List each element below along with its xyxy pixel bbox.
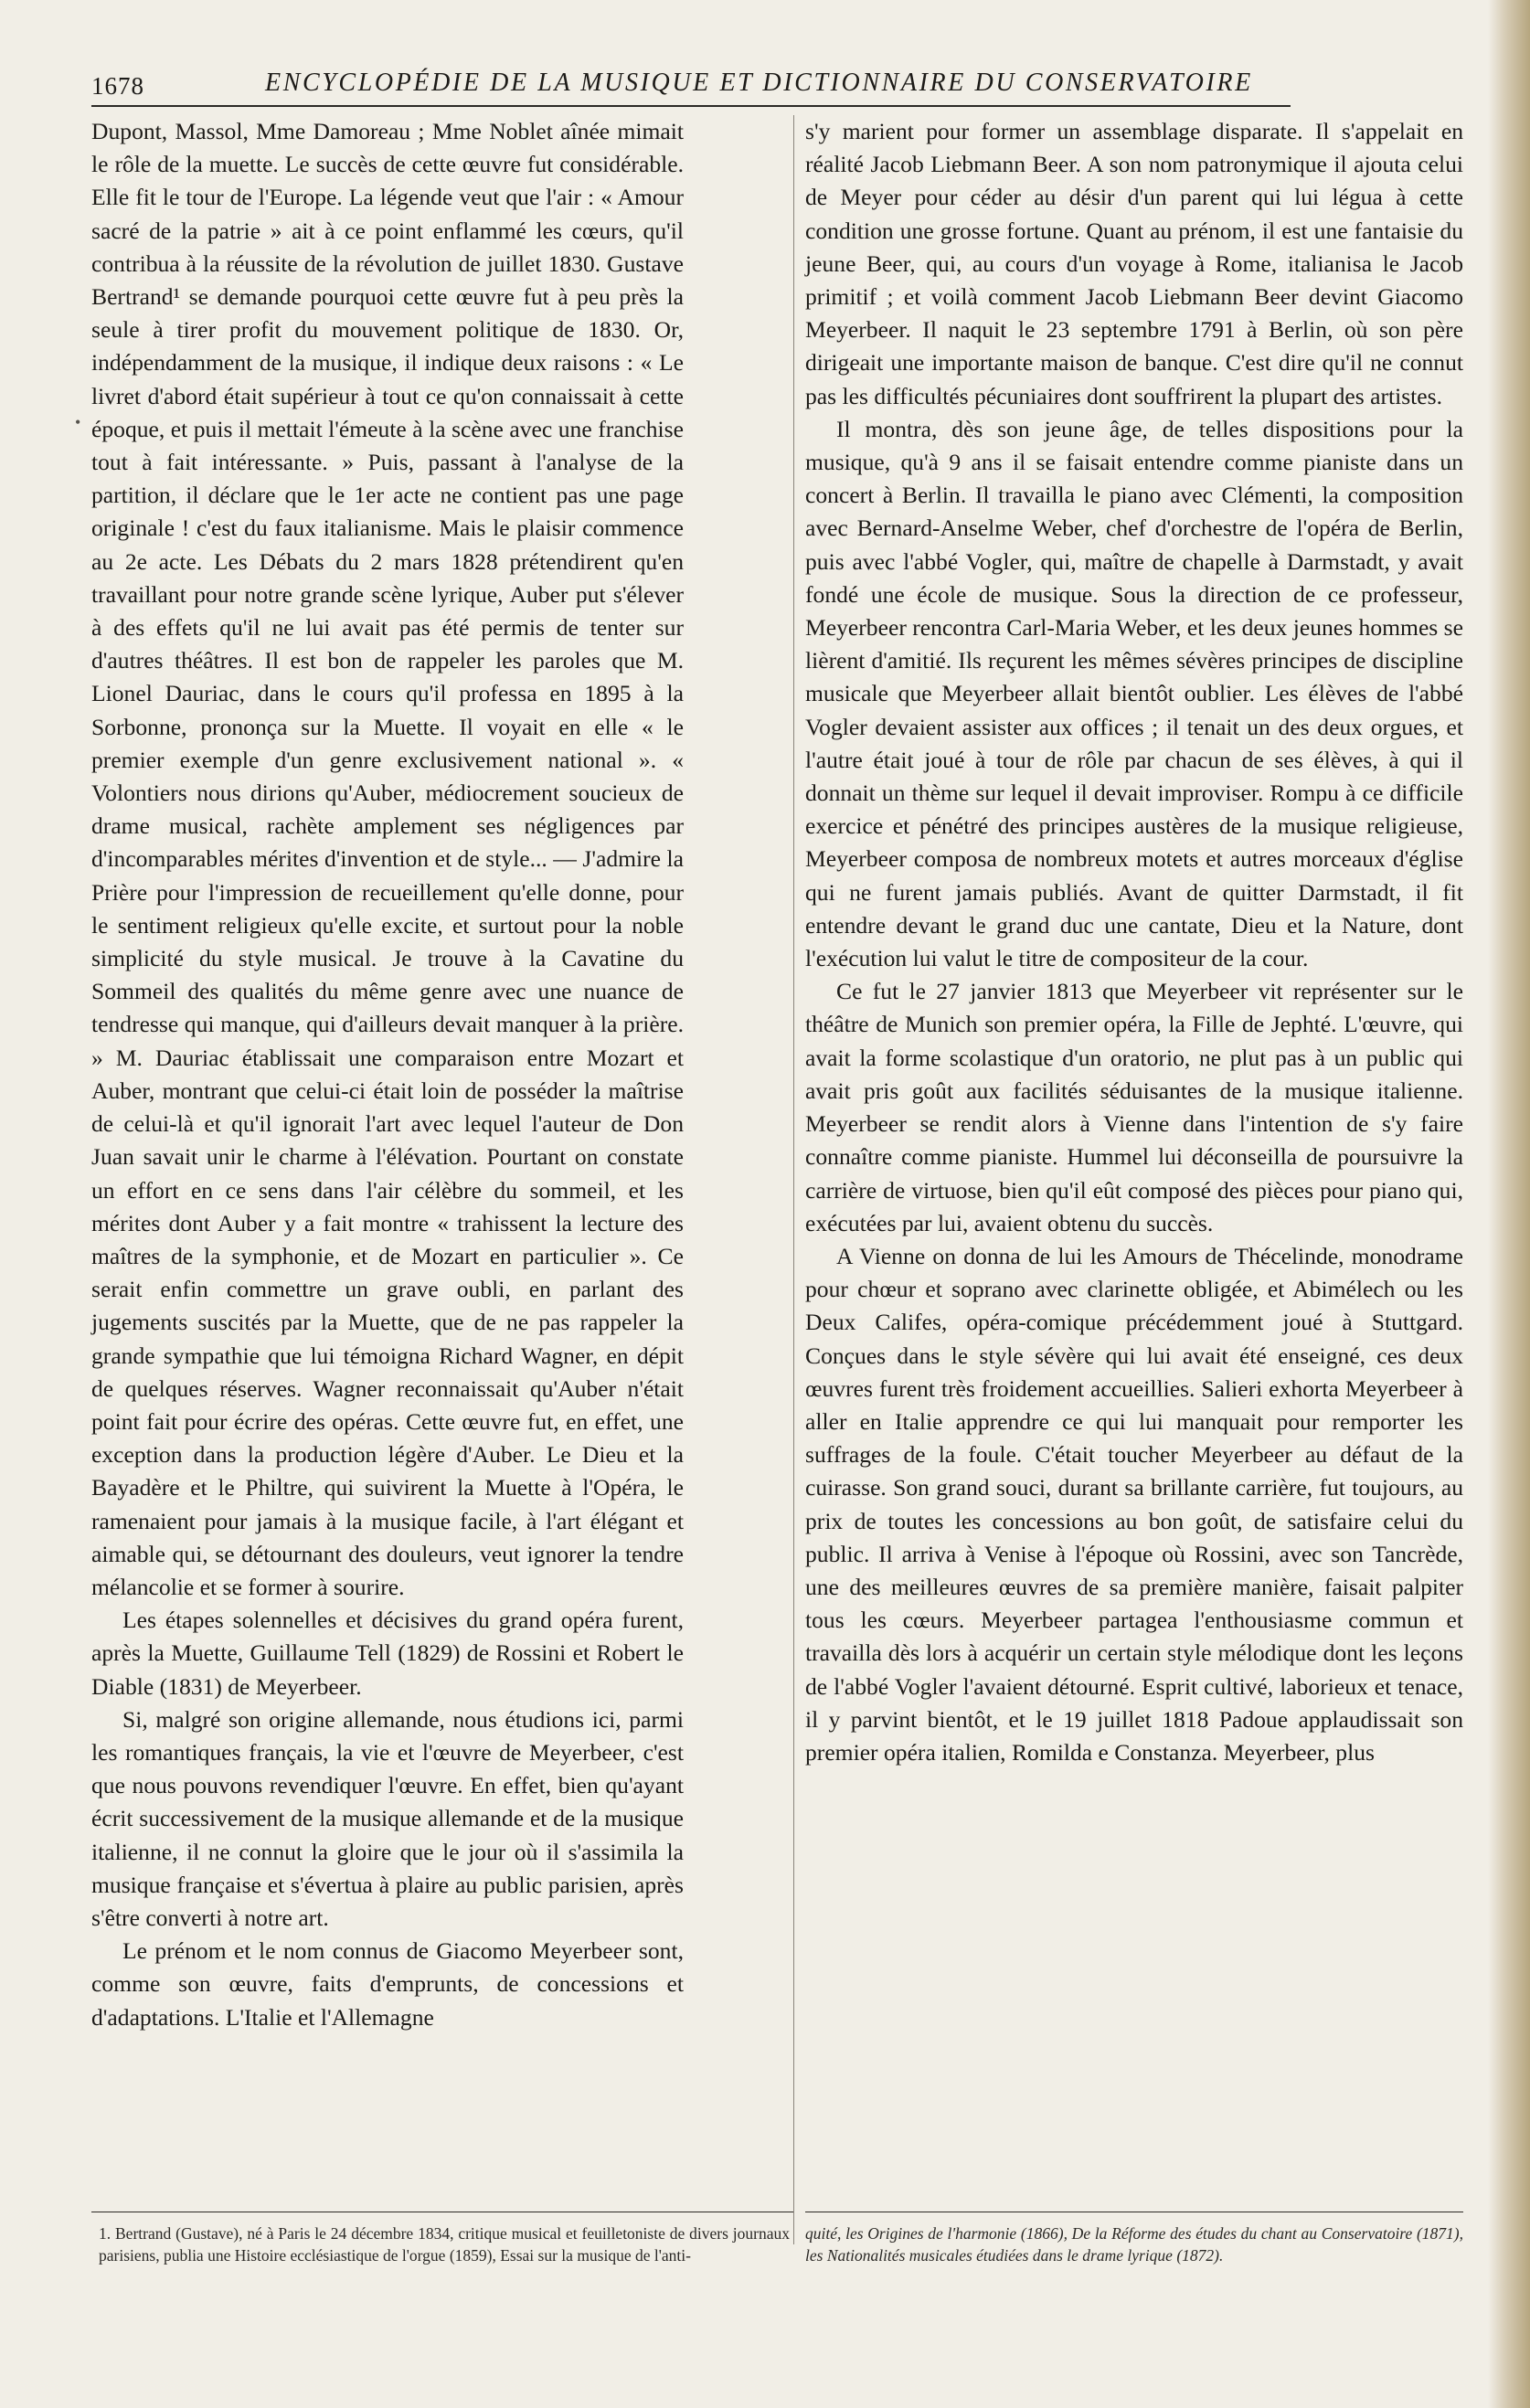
paragraph: Le prénom et le nom connus de Giacomo Meyerbeer sont, comme son œuvre, faits d'emprunts, de concessions et d'adaptations. L'Italie et l'Allemagne (91, 1937, 684, 2031)
footnote-right: quité, les Origines de l'harmonie (1866), De la Réforme des études du chant au Conservatoire (1871), les Nationalités musicales étudiées dans le drame lyrique (1872). (805, 2224, 1463, 2265)
footnote-left: 1. Bertrand (Gustave), né à Paris le 24 décembre 1834, critique musical et feuilletoniste de divers journaux parisiens, publia une Histoire ecclésiastique de l'orgue (1859), Essai sur la musique de l'anti- (99, 2224, 790, 2265)
page-edge-shadow (1488, 0, 1530, 2408)
paragraph: A Vienne on donna de lui les Amours de Thécelinde, monodrame pour chœur et soprano avec clarinette obligée, et Abimélech ou les Deux Califes, opéra-comique précédemment joué à Stuttgard. Conçues dans le style sévère qui lui avait été enseigné, ces deux œuvres furent très froidement accueillies. Salieri exhorta Meyerbeer à aller en Italie apprendre ce qui lui manquait pour remporter les suffrages de la foule. C'était toucher Meyerbeer au défaut de la cuirasse. Son grand souci, durant sa brillante carrière, fut toujours, au prix de toutes les concessions au bon goût, de satisfaire celui du public. Il arriva à Venise à l'époque où Rossini, avec son Tancrède, une des meilleures œuvres de sa première manière, faisait palpiter tous les cœurs. Meyerbeer partagea l'enthousiasme commun et travailla dès lors à acquérir un certain style mélodique dont les leçons de l'abbé Vogler l'avaient détourné. Esprit cultivé, laborieux et tenace, il y parvint bientôt, et le 19 juillet 1818 Padoue applaudissait son premier opéra italien, Romilda e Constanza. Meyerbeer, plus (805, 1242, 1463, 1766)
page-number: 1678 (91, 72, 144, 100)
paragraph: Dupont, Massol, Mme Damoreau ; Mme Noblet aînée mimait le rôle de la muette. Le succès de cette œuvre fut considérable. Elle fit le tour de l'Europe. La légende veut que l'air : « Amour sacré de la patrie » ait à ce point enflammé les cœurs, qu'il contribua à la réussite de la révolution de juillet 1830. Gustave Bertrand¹ se demande pourquoi cette œuvre fut à peu près la seule à tirer profit du mouvement politique de 1830. Or, indépendamment de la musique, il indique deux raisons : « Le livret d'abord était supérieur à tout ce qu'on connaissait à cette époque, et puis il mettait l'émeute à la scène avec une franchise tout à fait intéressante. » Puis, passant à l'analyse de la partition, il déclare que le 1er acte ne contient pas une page originale ! c'est du faux italianisme. Mais le plaisir commence au 2e acte. Les Débats du 2 mars 1828 prétendirent qu'en travaillant pour notre grande scène lyrique, Auber put s'élever à des effets qu'il ne lui avait pas été permis de tenter sur d'autres théâtres. Il est bon de rappeler les paroles que M. Lionel Dauriac, dans le cours qu'il professa en 1895 à la Sorbonne, prononça sur la Muette. Il voyait en elle « le premier exemple d'un genre exclusivement national ». « Volontiers nous dirions qu'Auber, médiocrement soucieux de drame musical, rachète amplement ses négligences par d'incomparables mérites d'invention et de style... — J'admire la Prière pour l'impression de recueillement qu'elle donne, pour le sentiment religieux qu'elle excite, et surtout pour la noble simplicité du style musical. Je trouve à la Cavatine du Sommeil des qualités du même genre avec une nuance de tendresse qui manque, qui d'ailleurs devait manquer à la prière. » M. Dauriac établissait une comparaison entre Mozart et Auber, montrant que celui-ci était loin de posséder la maîtrise de celui-là et qu'il ignorait l'art avec lequel l'auteur de Don Juan savait unir le charme à l'élévation. Pourtant on constate un effort en ce sens dans l'air célèbre du sommeil, et les mérites dont Auber y a fait montre « trahissent la lecture des maîtres de la symphonie, et de Mozart en particulier ». Ce serait enfin commettre un grave oubli, en parlant des jugements suscités par la Muette, que de ne pas rappeler la grande sympathie que lui témoigna Richard Wagner, en dépit de quelques réserves. Wagner reconnaissait qu'Auber n'était point fait pour écrire des opéras. Cette œuvre fut, en effet, une exception dans la production légère d'Auber. Le Dieu et la Bayadère et le Philtre, qui suivirent la Muette à l'Opéra, le ramenaient pour jamais à la musique facile, à l'art élégant et aimable qui, se détournant des douleurs, veut ignorer la tendre mélancolie et se former à sourire. (91, 118, 684, 1600)
left-column (91, 115, 684, 2034)
paragraph: s'y marient pour former un assemblage disparate. Il s'appelait en réalité Jacob Liebmann Beer. A son nom patronymique il ajouta celui de Meyer pour céder au désir d'un parent qui lui légua à cette condition une grosse fortune. Quant au prénom, il est une fantaisie du jeune Beer, qui, au cours d'un voyage à Rome, italianisa le Jacob primitif ; et voilà comment Jacob Liebmann Beer devint Giacomo Meyerbeer. Il naquit le 23 septembre 1791 à Berlin, où son père dirigeait une importante maison de banque. C'est dire qu'il ne connut pas les difficultés pécuniaires dont souffrirent la plupart des artistes. (805, 118, 1463, 409)
page-header (91, 69, 1291, 107)
right-column (805, 115, 1463, 1769)
paragraph: Les étapes solennelles et décisives du grand opéra furent, après la Muette, Guillaume Tell (1829) de Rossini et Robert le Diable (1831) de Meyerbeer. (91, 1607, 684, 1700)
paragraph: Ce fut le 27 janvier 1813 que Meyerbeer vit représenter sur le théâtre de Munich son premier opéra, la Fille de Jephté. L'œuvre, qui avait la forme scolastique d'un oratorio, ne plut pas à un public qui avait pris goût aux facilités séduisantes de la musique italienne. Meyerbeer se rendit alors à Vienne dans l'intention de s'y faire connaître comme pianiste. Hummel lui déconseilla de poursuivre la carrière de virtuose, bien qu'il eût composé des pièces pour piano qui, exécutées par lui, avaient obtenu du succès. (805, 978, 1463, 1236)
paragraph: Si, malgré son origine allemande, nous étudions ici, parmi les romantiques français, la vie et l'œuvre de Meyerbeer, c'est que nous pouvons revendiquer l'œuvre. En effet, bien qu'ayant écrit successivement de la musique allemande et de la musique italienne, il ne connut la gloire que le jour où il s'assimila la musique française et s'évertua à plaire au public parisien, après s'être converti à notre art. (91, 1705, 684, 1931)
margin-mark: • (75, 413, 81, 431)
running-title: ENCYCLOPÉDIE DE LA MUSIQUE ET DICTIONNAIRE DU CONSERVATOIRE (265, 69, 1253, 97)
paragraph: Il montra, dès son jeune âge, de telles dispositions pour la musique, qu'à 9 ans il se faisait entendre comme pianiste dans un concert à Berlin. Il travailla le piano avec Clémenti, la composition avec Bernard-Anselme Weber, chef d'orchestre de l'opéra de Berlin, puis avec l'abbé Vogler, qui, maître de chapelle à Darmstadt, y avait fondé une école de musique. Sous la direction de ce professeur, Meyerbeer rencontra Carl-Maria Weber, et les deux jeunes hommes se lièrent d'amitié. Ils reçurent les mêmes sévères principes de discipline musicale que Meyerbeer allait bientôt oublier. Les élèves de l'abbé Vogler devaient assister aux offices ; il tenait un des deux orgues, et l'autre était joué à tour de rôle par chacun de ses élèves, à qui il donnait un thème sur lequel il devait improviser. Rompu à ce difficile exercice et pénétré des principes austères de la musique religieuse, Meyerbeer composa de nombreux motets et autres morceaux d'église qui ne furent jamais publiés. Avant de quitter Darmstadt, il fit entendre devant le grand duc une cantate, Dieu et la Nature, dont l'exécution lui valut le titre de compositeur de la cour. (805, 415, 1463, 972)
column-divider (793, 115, 794, 2244)
